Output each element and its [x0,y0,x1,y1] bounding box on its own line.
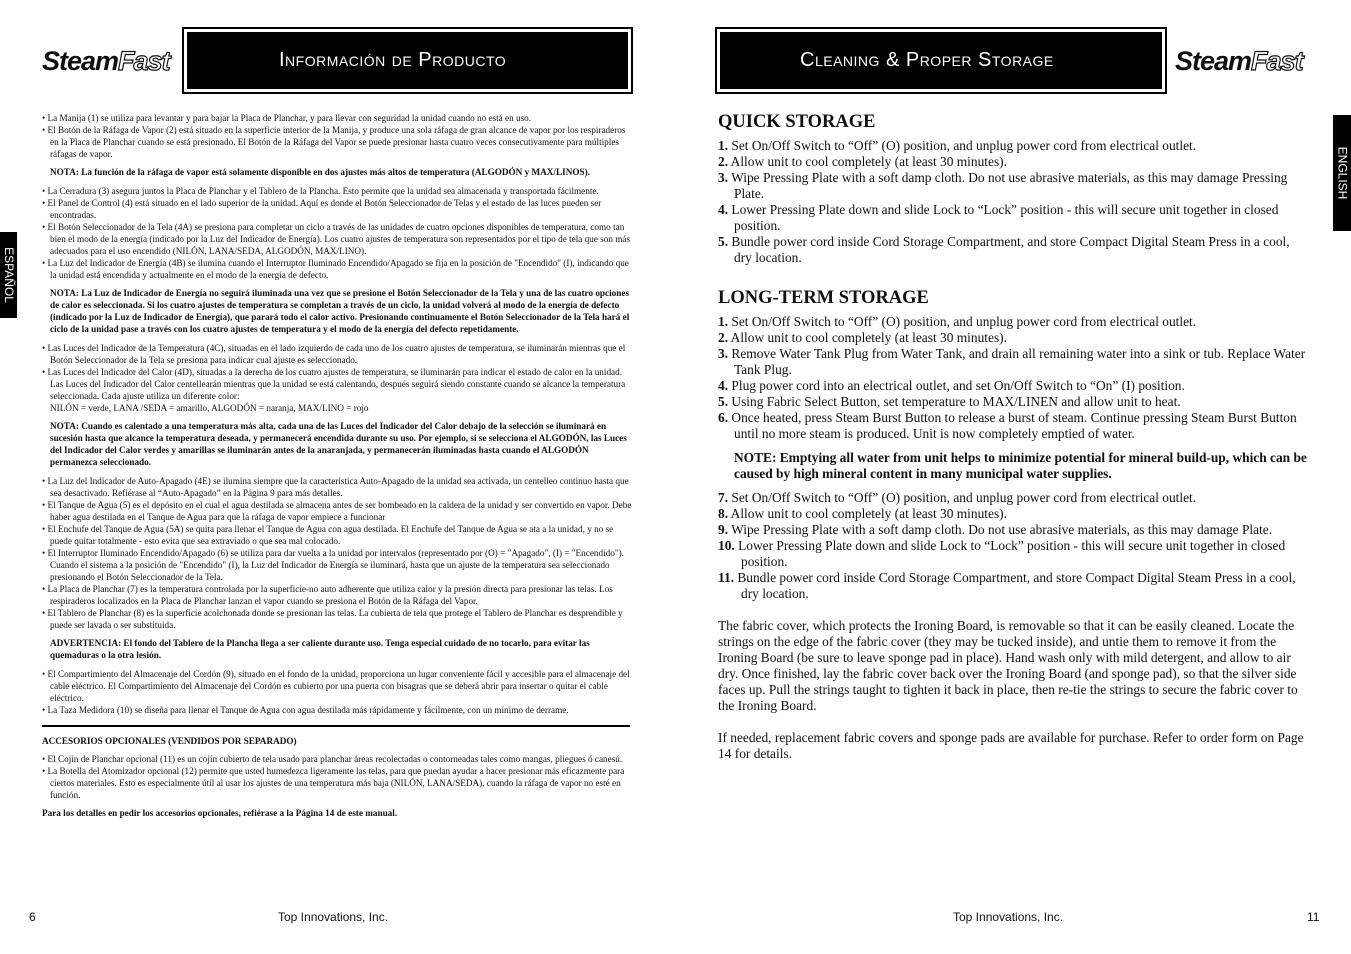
list-item: • El Botón de la Ráfaga de Vapor (2) está situado en la superficie interior de la Manija, y produce una sola ráfaga de gran alcance de vapor por los respiraderos en la Placa de Planchar cuando se está presionado. El Botón de la Ráfaga del Vapor se puede presionar hasta cuatro veces consecutivamente para múltiples ráfagas de vapor. [42,125,626,159]
list-item: • El Botón Seleccionador de la Tela (4A) se presiona para completar un ciclo a través de las unidades de cuatro opciones disponibles de temperatura, como tan bien el modo de la energía (indicado por la Luz del Indicador de Energía). Los cuatro ajustes de temperatura son representados por el tipo de tela que son más adecuados para el uso encendido (NILÓN, LANA/SEDA, ALGODÓN, MAX/LINO). [42,222,631,256]
espanol-tab-label: ESPAÑOL [1,247,16,303]
step-number: 9. [718,522,729,537]
storage-step [718,538,1308,570]
step-text: Set On/Off Switch to “Off” (O) position, and unplug power cord from electrical outlet. [731,138,1197,153]
step-text: Bundle power cord inside Cord Storage Compartment, and store Compact Digital Steam Press in a cool, dry location. [731,234,1290,265]
step-number: 4. [718,202,729,217]
quick-storage-steps [718,138,1308,266]
long-term-steps-part-2 [718,490,1308,602]
left-footer-company: Top Innovations, Inc. [278,910,389,924]
list-item: • La Manija (1) se utiliza para levantar y para bajar la Placa de Planchar, y para llevar con seguridad la unidad cuando no está en uso. [42,113,532,123]
section-divider [42,725,630,727]
note-paragraph: NOTA: Cuando es calentado a una temperatura más alta, cada una de las Luces del Indicador del Calor debajo de la selección se iluminará en sucesión hasta que alcance la temperatura deseada, y permanecerá encendida durante su uso. Por ejemplo, si se selecciona el ALGODÓN, las Luces del Indicador del Calor verdes y amarillas se iluminarán antes de la anaranjada, y permanecerán iluminadas hasta cuando el ALGODÓN permanezca seleccionado. [50,421,627,467]
step-text: Plug power cord into an electrical outlet, and set On/Off Switch to “On” (I) position. [731,378,1185,393]
storage-step [718,378,1308,394]
storage-step [718,138,1308,154]
step-text: Remove Water Tank Plug from Water Tank, and drain all remaining water into a sink or tub. Replace Water Tank Plug. [731,346,1306,377]
right-page-header [719,31,1163,90]
list-item: • La Luz del Indicador de Energía (4B) se ilumina cuando el Interruptor Iluminado Encendido/Apagado se fija en la posición de "Encendido" (I), indicando que la unidad está encendida y actualmente en el modo de la energía de defecto. [42,258,629,280]
list-item: Para los detalles en pedir los accesorios opcionales, refiérase a la Página 14 de este manual. [42,808,398,818]
list-item: • El Tablero de Planchar (8) es la superficie acolchonada donde se presionan las telas. La cubierta de tela que protege el Tablero de Planchar es desprendible y puede ser lavada o ser substituida. [42,608,623,630]
english-side-tab [1333,115,1351,231]
step-text: Once heated, press Steam Burst Button to release a burst of steam. Continue pressing Steam Burst Button until no more steam is produced. Unit is now completely emptied of water. [731,410,1297,441]
step-number: 3. [718,346,729,361]
logo-part-fast: Fast [118,46,170,76]
step-number: 2. [718,330,729,345]
step-text: Lower Pressing Plate down and slide Lock to “Lock” position - this will secure unit together in closed position. [738,538,1286,569]
step-text: Allow unit to cool completely (at least 30 minutes). [730,506,1007,521]
step-text: Using Fabric Select Button, set temperature to MAX/LINEN and allow unit to heat. [731,394,1181,409]
list-item: • La Luz del Indicador de Auto-Apagado (4E) se ilumina siempre que la característica Auto-Apagado de la unidad sea activada, un centelleo continuo hasta que sea desactivado. Refiérase al “Auto-Apagado” en la Página 9 para más detalles. [42,476,629,498]
list-item: • La Placa de Planchar (7) es la temperatura controlada por la superficie-no auto adherente que utiliza calor y la presión directa para presionar las telas. Los respiraderos localizados en la Placa de Planchar lanzan el vapor cuando se presiona el Botón de la Ráfaga del Vapor. [42,584,613,606]
storage-step [718,170,1308,202]
list-item: • El Interruptor Iluminado Encendido/Apagado (6) se utiliza para dar vuelta a la unidad por intervalos (representado por (O) = "Apagado", (I) = "Encendido"). Cuando el sistema a la posición de "Encendido" (I), la Luz del Indicador de Energía se iluminará, hasta que un ajuste de la temperatura sea seleccionado presionando el Botón Seleccionador de la Tela. [42,548,624,582]
long-term-storage-heading: LONG-TERM STORAGE [718,288,929,308]
storage-step [718,506,1308,522]
note-paragraph: ADVERTENCIA: El fondo del Tablero de la Plancha llega a ser caliente durante uso. Tenga especial cuidado de no tocarlo, para evitar las quemaduras o la otra lesión. [50,638,590,660]
storage-step [718,490,1308,506]
replacement-parts-paragraph: If needed, replacement fabric covers and sponge pads are available for purchase. Refer to order form on Page 14 for details. [718,730,1304,761]
mineral-buildup-note: NOTE: Emptying all water from unit helps to minimize potential for mineral build-up, which can be caused by high mineral content in many municipal water supplies. [734,450,1307,481]
right-page-number: 11 [1307,910,1320,924]
storage-step [718,410,1308,442]
list-item: NILÓN = verde, LANA /SEDA = amarillo, ALGODÓN = naranja, MAX/LINO = rojo [50,403,369,413]
storage-step [718,202,1308,234]
step-number: 7. [718,490,729,505]
list-item: • La Botella del Atomizador opcional (12) permite que usted humedezca ligeramente las telas, para que puedan ayudar a hacer presionar más eficazmente para ciertos materiales. Esto es especialmente útil al usar los ajustes de una temperatura más baja (NILÓN, LANA/SEDA), cuando la ráfaga de vapor no esté en función. [42,766,625,800]
step-number: 5. [718,394,729,409]
long-term-steps-part-1 [718,314,1308,442]
step-text: Bundle power cord inside Cord Storage Compartment, and store Compact Digital Steam Press in a cool, dry location. [737,570,1296,601]
list-item: • El Enchufe del Tanque de Agua (5A) se quita para llenar el Tanque de Agua con agua destilada. El Enchufe del Tanque de Agua se ata a la unidad, y no se puede quitar totalmente - esto evita que sea extraviado o que sea mal colocado. [42,524,614,546]
right-page-body [718,112,1308,762]
step-number: 1. [718,138,729,153]
list-item: • El Compartimiento del Almacenaje del Cordón (9), situado en el fondo de la unidad, proporciona un lugar conveniente fácil y accesible para el almacenaje del cable eléctrico. El Compartimiento del Almacenaje del Cordón es cubierto por una puerta con bisagras que se deberá abrir para insertar o quitar el cable eléctrico. [42,669,630,703]
left-page-number: 6 [29,910,36,924]
right-header-title: Cleaning & Proper Storage [800,49,1054,71]
step-text: Wipe Pressing Plate with a soft damp cloth. Do not use abrasive materials, as this may damage Plate. [731,522,1273,537]
storage-step [718,234,1308,266]
storage-step [718,346,1308,378]
logo-part-steam: Steam [1175,46,1252,76]
step-number: 1. [718,314,729,329]
storage-step [718,314,1308,330]
list-item: • La Cerradura (3) asegura juntos la Placa de Planchar y el Tablero de la Plancha. Esto permite que la unidad sea almacenada y transportada fácilmente. [42,186,599,196]
list-item: • El Cojín de Planchar opcional (11) es un cojín cubierto de tela usado para planchar áreas recolectadas o contorneadas tales como mangas, pliegues ó canesú. [42,754,623,764]
storage-step [718,522,1308,538]
step-number: 4. [718,378,729,393]
list-item: • La Taza Medidora (10) se diseña para llenar el Tanque de Agua con agua destilada más rápidamente y fácilmente, con un mínimo de derrame. [42,705,569,715]
step-number: 8. [718,506,729,521]
right-footer-company: Top Innovations, Inc. [953,910,1064,924]
step-number: 2. [718,154,729,169]
note-paragraph: NOTA: La función de la ráfaga de vapor está solamente disponible en dos ajustes más altos de temperatura (ALGODÓN y MAX/LINOS). [50,167,590,177]
step-text: Allow unit to cool completely (at least 30 minutes). [730,154,1007,169]
logo-part-steam: Steam [42,46,119,76]
step-number: 11. [718,570,734,585]
list-item: • El Tanque de Agua (5) es el depósito en el cual el agua destilada se almacena antes de ser bombeado en la caldera de la unidad y ser convertido en vapor. Debe haber agua destilada en el Tanque de Agua para que la ráfaga de vapor empiece a funcionar [42,500,632,522]
note-paragraph: NOTA: La Luz de Indicador de Energía no seguirá iluminada una vez que se presione el Botón Seleccionador de la Tela y una de las cuatro opciones de calor es seleccionada. Si los cuatro ajustes de temperatura se completan a través de un ciclo, la unidad volverá al modo de la energía de defecto (indicado por la Luz de Indicador de Energía), que parará todo el calor activo. Presionando continuamente el Botón Seleccionador de la Tela hará el ciclo de la unidad pase a través con los cuatro ajustes de temperatura y el modo de la energía del defecto repetidamente. [50,288,630,334]
english-tab-label: ENGLISH [1335,146,1349,200]
quick-storage-heading: QUICK STORAGE [718,112,876,132]
espanol-side-tab [0,232,17,318]
storage-step [718,394,1308,410]
steamfast-logo-left [42,48,170,75]
list-item: • Las Luces del Indicador de la Temperatura (4C), situadas en el lado izquierdo de cada uno de los cuatro ajustes de temperatura, se iluminarán mientras que el Botón Seleccionador de la Tela se presiona para indicar cual ajuste es seleccionado. [42,343,626,365]
list-item: • Las Luces del Indicador del Calor (4D), situadas a la derecha de los cuatro ajustes de temperatura, se iluminarán para indicar el estado de calor en la unidad. Las Luces del Indicador del Calor centellearán mientras que la unidad se está calentando, después seguirá siendo constante cuando se alcance la temperatura seleccionada. Cada ajuste utiliza un diferente color: [42,367,626,401]
left-page-body [42,112,636,819]
storage-step [718,570,1308,602]
list-item: • El Panel de Control (4) está situado en el lado superior de la unidad. Aquí es donde el Botón Seleccionador de Telas y el estado de las luces pueden ser encontradas. [42,198,602,220]
step-text: Set On/Off Switch to “Off” (O) position, and unplug power cord from electrical outlet. [731,490,1197,505]
logo-part-fast: Fast [1251,46,1303,76]
fabric-cover-paragraph: The fabric cover, which protects the Ironing Board, is removable so that it can be easily cleaned. Locate the strings on the edge of the fabric cover (they may be tucked inside), and untie them to remove it from the Ironing Board (be sure to leave sponge pad in place). Hand wash only with mild detergent, and allow to air dry. Once finished, lay the fabric cover back over the Ironing Board (and sponge pad), so that the silver side faces up. Pull the strings taught to tighten it back in place, then re-tie the strings to secure the fabric cover to the Ironing Board. [718,618,1298,713]
step-number: 10. [718,538,735,553]
left-header-title: Información de Producto [279,49,507,71]
left-page-header [186,31,629,90]
storage-step [718,154,1308,170]
step-text: Allow unit to cool completely (at least 30 minutes). [730,330,1007,345]
step-text: Wipe Pressing Plate with a soft damp cloth. Do not use abrasive materials, as this may damage Pressing Plate. [731,170,1288,201]
step-text: Lower Pressing Plate down and slide Lock to “Lock” position - this will secure unit together in closed position. [731,202,1279,233]
step-number: 5. [718,234,729,249]
step-number: 3. [718,170,729,185]
accessories-heading: ACCESORIOS OPCIONALES (VENDIDOS POR SEPARADO) [42,736,297,746]
step-number: 6. [718,410,729,425]
storage-step [718,330,1308,346]
steamfast-logo-right [1175,48,1303,75]
step-text: Set On/Off Switch to “Off” (O) position, and unplug power cord from electrical outlet. [731,314,1197,329]
